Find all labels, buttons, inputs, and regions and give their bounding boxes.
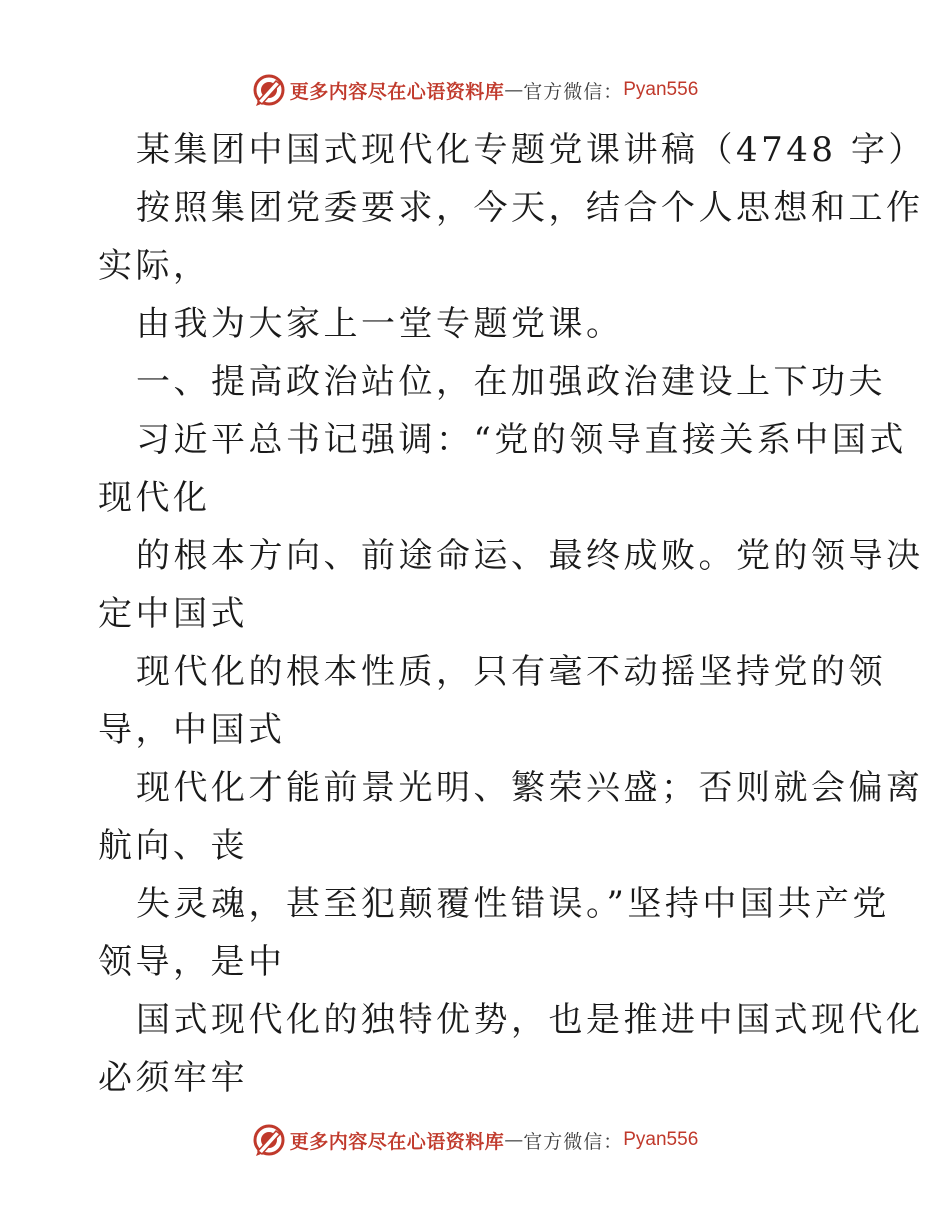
banner-wechat-id: Pyan556	[623, 79, 699, 100]
pen-logo-icon	[252, 1123, 286, 1157]
text-line: 导，中国式	[98, 710, 286, 750]
banner-wechat-label: 官方微信：	[523, 80, 624, 103]
text-line: 航向、丧	[98, 826, 248, 866]
banner-wechat-label: 官方微信：	[523, 1130, 624, 1153]
text-line: 现代化	[98, 478, 211, 518]
banner-wechat-id: Pyan556	[623, 1129, 699, 1150]
text-line: 现代化的根本性质，只有毫不动摇坚持党的领	[136, 652, 886, 692]
banner-main-text: 更多内容尽在心语资料库	[289, 1130, 505, 1153]
text-line: 习近平总书记强调：“党的领导直接关系中国式	[136, 420, 907, 460]
banner-dash: —	[504, 79, 524, 101]
text-line: 国式现代化的独特优势，也是推进中国式现代化	[136, 1000, 924, 1040]
text-line: 一、提高政治站位，在加强政治建设上下功夫	[136, 362, 886, 402]
text-line: 按照集团党委要求，今天，结合个人思想和工作	[136, 188, 924, 228]
text-line: 现代化才能前景光明、繁荣兴盛；否则就会偏离	[136, 768, 924, 808]
document-body	[98, 121, 926, 1107]
text-line: 失灵魂，甚至犯颠覆性错误。”坚持中国共产党	[136, 884, 890, 924]
banner-main-text: 更多内容尽在心语资料库	[289, 80, 505, 103]
text-line: 的根本方向、前途命运、最终成败。党的领导决	[136, 536, 924, 576]
text-line: 某集团中国式现代化专题党课讲稿（4748 字）	[136, 130, 926, 170]
header-watermark	[0, 70, 950, 110]
text-line: 领导，是中	[98, 942, 286, 982]
text-line: 由我为大家上一堂专题党课。	[136, 304, 624, 344]
text-line: 实际，	[98, 246, 211, 286]
footer-watermark	[0, 1120, 950, 1160]
text-line: 必须牢牢	[98, 1058, 248, 1098]
pen-logo-icon	[252, 73, 286, 107]
banner-dash: —	[504, 1129, 524, 1151]
text-line: 定中国式	[98, 594, 248, 634]
